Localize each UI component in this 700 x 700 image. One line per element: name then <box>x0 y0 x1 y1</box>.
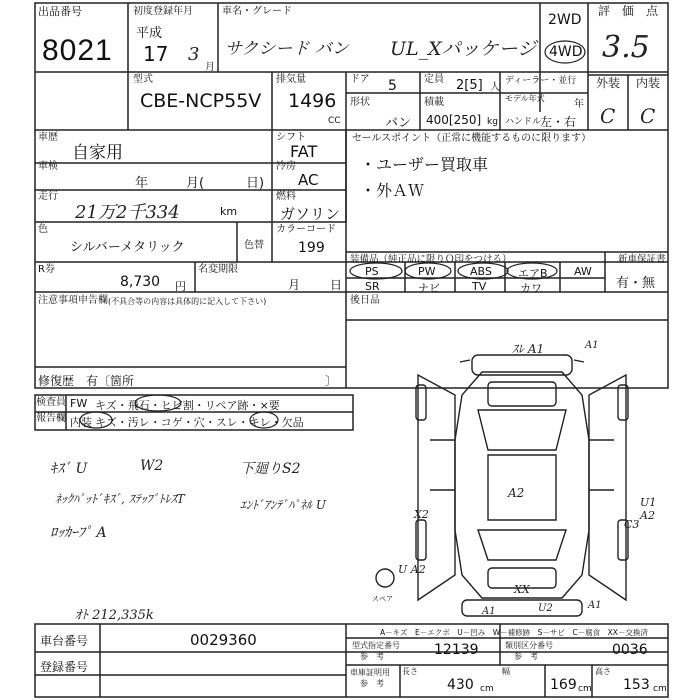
reg-year: 17 <box>143 42 169 66</box>
length-label: 長さ <box>402 667 418 676</box>
drive-2wd: 2WD <box>548 12 582 28</box>
equip-abs: ABS <box>470 265 492 278</box>
inspection-year: 年 <box>135 176 149 191</box>
equip-pw: PW <box>418 265 436 278</box>
ref-label: 参 考 <box>360 652 384 661</box>
doors: 5 <box>388 78 397 94</box>
warranty-label: 新車保証書 <box>618 254 666 265</box>
interior-item: スレ <box>215 416 238 429</box>
fuel: ガソリン <box>280 205 341 223</box>
length: 430 <box>447 677 474 693</box>
model-year-label: モデル年式 <box>505 94 545 103</box>
diagram-mark: U A2 <box>398 563 426 576</box>
displacement-label: 排気量 <box>276 74 306 85</box>
shift: FAT <box>290 142 318 161</box>
interior-item: 汚レ <box>127 416 150 429</box>
fw-item: キズ <box>95 399 117 412</box>
first-reg-label: 初度登録年月 <box>133 6 193 17</box>
sales-item-1: ・ユーザー買取車 <box>360 155 489 174</box>
report-label: 報告欄 <box>36 413 66 424</box>
notes-subtitle: (不具合等の内容は具体的に記入して下さい) <box>108 297 267 306</box>
inspection-day: 日) <box>246 176 265 191</box>
diagram-mark: XX <box>514 583 530 596</box>
diagram-legend: A－キズ E－エクボ U－凹み W－補修跡 S－サビ C－腐食 XX－交換済 <box>380 628 648 637</box>
color-code-label: カラーコード <box>276 224 336 235</box>
reg-month: 3 <box>188 44 200 65</box>
name-change-label: 名変期限 <box>198 264 238 275</box>
fw-item: リペア跡 <box>204 399 249 412</box>
equip-airbag: エアB <box>518 267 548 280</box>
class-label: 類別区分番号 <box>505 641 553 650</box>
color-change-label: 色替 <box>244 240 264 251</box>
fw-items: キズ・飛石・ヒビ割・リペア跡・×要 <box>95 399 280 412</box>
history-value: 自家用 <box>72 143 123 163</box>
handle-label: ハンドル <box>505 117 542 127</box>
hand-note: ﾛｯｶｰﾌﾟ A <box>50 525 107 541</box>
hand-note: ｴﾝﾄﾞｱﾝﾃﾞﾊﾟﾈﾙ U <box>240 498 326 512</box>
hand-note: 下廻りS2 <box>240 461 301 477</box>
capacity: 2[5] <box>456 78 483 93</box>
width-label: 幅 <box>502 667 510 676</box>
name-change-month: 月 <box>288 278 301 292</box>
displacement: 1496 <box>288 90 337 112</box>
handle: 左・右 <box>540 115 577 129</box>
model-grade-label: 車名・グレード <box>222 6 292 17</box>
repair-value: 有〔箇所 <box>86 374 135 388</box>
model-code-label: 型式 <box>133 74 153 85</box>
diagram-mark: A1 <box>585 340 599 351</box>
color: シルバーメタリック <box>70 240 185 255</box>
odometer-note: ｵﾄ 212,335k <box>75 608 154 623</box>
reg-month-unit: 月 <box>205 62 215 73</box>
cert-ref-label: 参 考 <box>360 679 384 688</box>
ac: AC <box>298 171 319 189</box>
doors-label: ドア <box>350 74 370 85</box>
color-label: 色 <box>38 224 48 235</box>
lot-label: 出品番号 <box>38 5 82 18</box>
hand-note: ｷｽﾞ U <box>50 461 88 477</box>
fw-item: 飛石 <box>127 399 150 412</box>
interior-label: 内装 <box>636 76 661 90</box>
equip-ps: PS <box>365 265 379 278</box>
interior-grade: C <box>640 104 656 128</box>
car-diagram <box>376 355 628 616</box>
diagram-mark: A1 <box>588 600 602 611</box>
warranty-value: 有・無 <box>616 276 656 291</box>
load: 400[250] <box>426 113 482 127</box>
interior-prefix: 内装 <box>70 416 92 429</box>
capacity-unit: 人 <box>490 82 500 93</box>
mileage-unit: km <box>220 205 238 218</box>
name-change-day: 日 <box>330 278 343 292</box>
equip-sr: SR <box>365 280 380 293</box>
inspection-label: 車検 <box>38 161 58 172</box>
drive-4wd: 4WD <box>549 44 583 60</box>
mileage-label: 走行 <box>38 191 58 202</box>
score: 3.5 <box>602 30 650 65</box>
model-name: サクシード バン <box>225 39 349 59</box>
fw-item: ×要 <box>259 399 280 412</box>
shape: バン <box>385 116 412 131</box>
exterior-grade: C <box>600 104 616 128</box>
color-code: 199 <box>298 240 325 256</box>
grade: UL_Xパッケージ <box>390 38 537 60</box>
interior-item: キズ <box>95 416 117 429</box>
height: 153 <box>623 677 650 693</box>
history-label: 車歴 <box>38 132 58 143</box>
equip-tv: TV <box>472 280 487 293</box>
dealer-label: ディーラー・並行 <box>505 76 577 86</box>
diagram-mark: A2 <box>508 486 525 500</box>
recycle-unit: 円 <box>175 280 186 293</box>
diagram-mark: U2 <box>538 603 553 614</box>
interior-item: 穴 <box>193 416 205 429</box>
equip-aw: AW <box>574 265 592 278</box>
fw-item: ヒビ割 <box>160 399 194 412</box>
height-unit: cm <box>653 684 667 694</box>
shape-label: 形状 <box>350 97 370 108</box>
chassis-label: 車台番号 <box>40 634 89 648</box>
type-cert: 12139 <box>434 642 479 658</box>
class-number: 0036 <box>612 642 648 658</box>
score-label: 評 価 点 <box>598 4 659 18</box>
sales-item-2: ・外ＡＷ <box>360 181 425 200</box>
capacity-label: 定員 <box>424 74 444 85</box>
fw-prefix: FW <box>70 397 88 410</box>
class-ref-label: 参 考 <box>514 652 538 661</box>
hand-note: W2 <box>140 458 164 474</box>
interior-item: 欠品 <box>281 416 304 429</box>
mileage: 21万2千334 <box>75 202 180 223</box>
diagram-mark: スペア <box>372 595 393 603</box>
repair-label: 修復歴 <box>38 374 75 388</box>
era: 平成 <box>136 26 163 41</box>
height-label: 高さ <box>595 667 611 676</box>
length-unit: cm <box>480 684 494 694</box>
load-label: 積載 <box>424 97 444 108</box>
displacement-unit: CC <box>328 116 341 126</box>
year-unit: 年 <box>574 99 584 110</box>
sales-title: セールスポイント（正常に機能するものに限ります） <box>352 133 592 144</box>
load-unit: kg <box>487 117 498 127</box>
inspector-label: 検査員 <box>36 397 66 408</box>
diagram-mark: ｽﾚ A1 <box>512 342 545 356</box>
interior-item: キレ <box>248 416 271 429</box>
equipment-title: 装備品（純正品に限りＯ印をつける） <box>350 254 512 265</box>
recycle-fee: 8,730 <box>120 274 161 290</box>
equip-navi: ナビ <box>418 282 440 295</box>
repair-close: 〕 <box>325 374 338 388</box>
diagram-mark: U1 A2 <box>640 496 657 522</box>
interior-items: キズ・汚レ・コゲ・穴・スレ・キレ・欠品 <box>95 416 304 429</box>
inspection-month: 月( <box>186 176 205 191</box>
reg-label: 登録番号 <box>40 660 89 674</box>
later-items-label: 後日品 <box>350 295 380 306</box>
equip-leather: カワ <box>520 282 542 295</box>
recycle-label: R券 <box>38 264 55 275</box>
exterior-label: 外装 <box>596 76 621 90</box>
chassis-number: 0029360 <box>190 631 257 649</box>
shift-label: シフト <box>276 132 306 143</box>
width-unit: cm <box>578 684 592 694</box>
width: 169 <box>550 677 577 693</box>
type-cert-label: 型式指定番号 <box>352 641 400 650</box>
diagram-mark: X2 <box>414 508 429 521</box>
cert-label: 車庫証明用 <box>350 668 390 677</box>
notes-title: 注意事項申告欄 <box>38 295 108 306</box>
lot-number: 8021 <box>42 34 113 67</box>
ac-label: 冷房 <box>276 161 296 172</box>
hand-note: ﾈｯｸﾊﾟｯﾄﾞｷｽﾞ, ｽﾃｯﾌﾟﾄﾚｽT <box>55 492 185 506</box>
diagram-mark: C3 <box>624 518 640 531</box>
fuel-label: 燃料 <box>276 191 296 202</box>
model-code: CBE-NCP55V <box>140 90 262 112</box>
interior-item: コゲ <box>160 416 183 429</box>
diagram-mark: A1 <box>482 606 496 617</box>
